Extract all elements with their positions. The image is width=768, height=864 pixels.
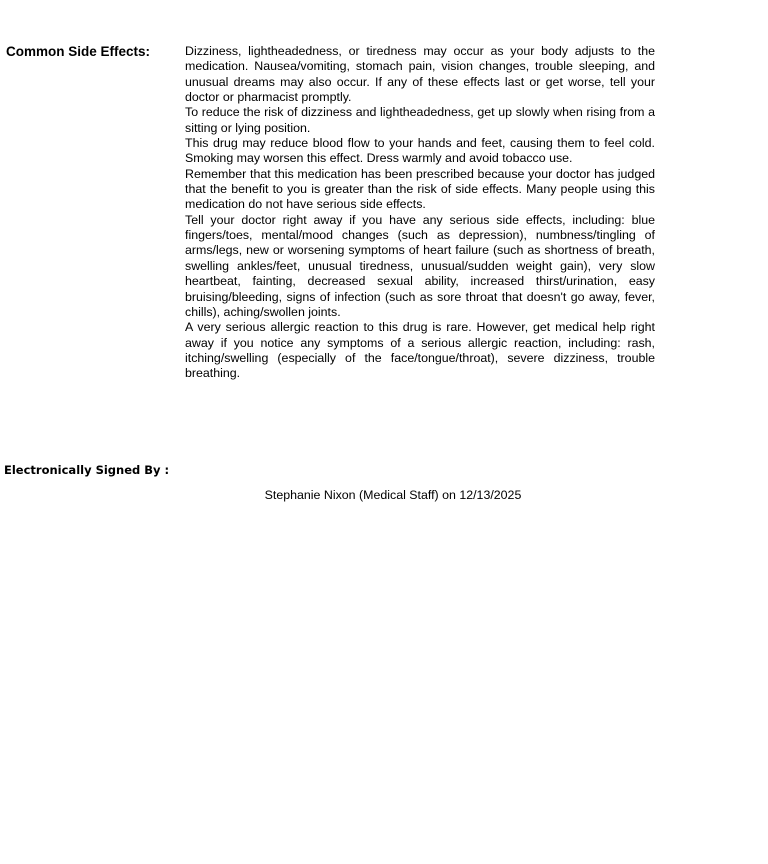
side-effects-label: Common Side Effects: bbox=[6, 44, 151, 59]
side-effects-paragraph: To reduce the risk of dizziness and lightheadedness, get up slowly when rising from a sitting or lying position. bbox=[185, 105, 655, 135]
side-effects-paragraph: Remember that this medication has been prescribed because your doctor has judged that the benefit to you is greater than the risk of side effects. Many people using this medication do not have serious side effects. bbox=[185, 166, 655, 212]
side-effects-paragraph: Tell your doctor right away if you have any serious side effects, including: blue fingers/toes, mental/mood changes (such as depression), numbness/tingling of arms/legs, new or worsening symptoms of heart failure (such as shortness of breath, swelling ankles/feet, unusual tiredness, unusual/sudden weight gain), very slow heartbeat, fainting, decreased sexual ability, increased thirst/urination, easy bruising/bleeding, signs of infection (such as sore throat that doesn't go away, fever, chills), aching/swollen joints. bbox=[185, 212, 655, 319]
side-effects-body bbox=[185, 44, 655, 382]
side-effects-paragraph: Dizziness, lightheadedness, or tiredness may occur as your body adjusts to the medication. Nausea/vomiting, stomach pain, vision changes, trouble sleeping, and unusual dreams may also occur. If any of these effects last or get worse, tell your doctor or pharmacist promptly. bbox=[185, 44, 655, 105]
signature-line: Stephanie Nixon (Medical Staff) on 12/13/2025 bbox=[264, 488, 522, 502]
electronically-signed-label: Electronically Signed By : bbox=[4, 463, 170, 477]
side-effects-paragraph: A very serious allergic reaction to this drug is rare. However, get medical help right away if you notice any symptoms of a serious allergic reaction, including: rash, itching/swelling (especially of the face/tongue/throat), severe dizziness, trouble breathing. bbox=[185, 320, 655, 381]
side-effects-paragraph: This drug may reduce blood flow to your hands and feet, causing them to feel cold. Smoking may worsen this effect. Dress warmly and avoid tobacco use. bbox=[185, 136, 655, 166]
